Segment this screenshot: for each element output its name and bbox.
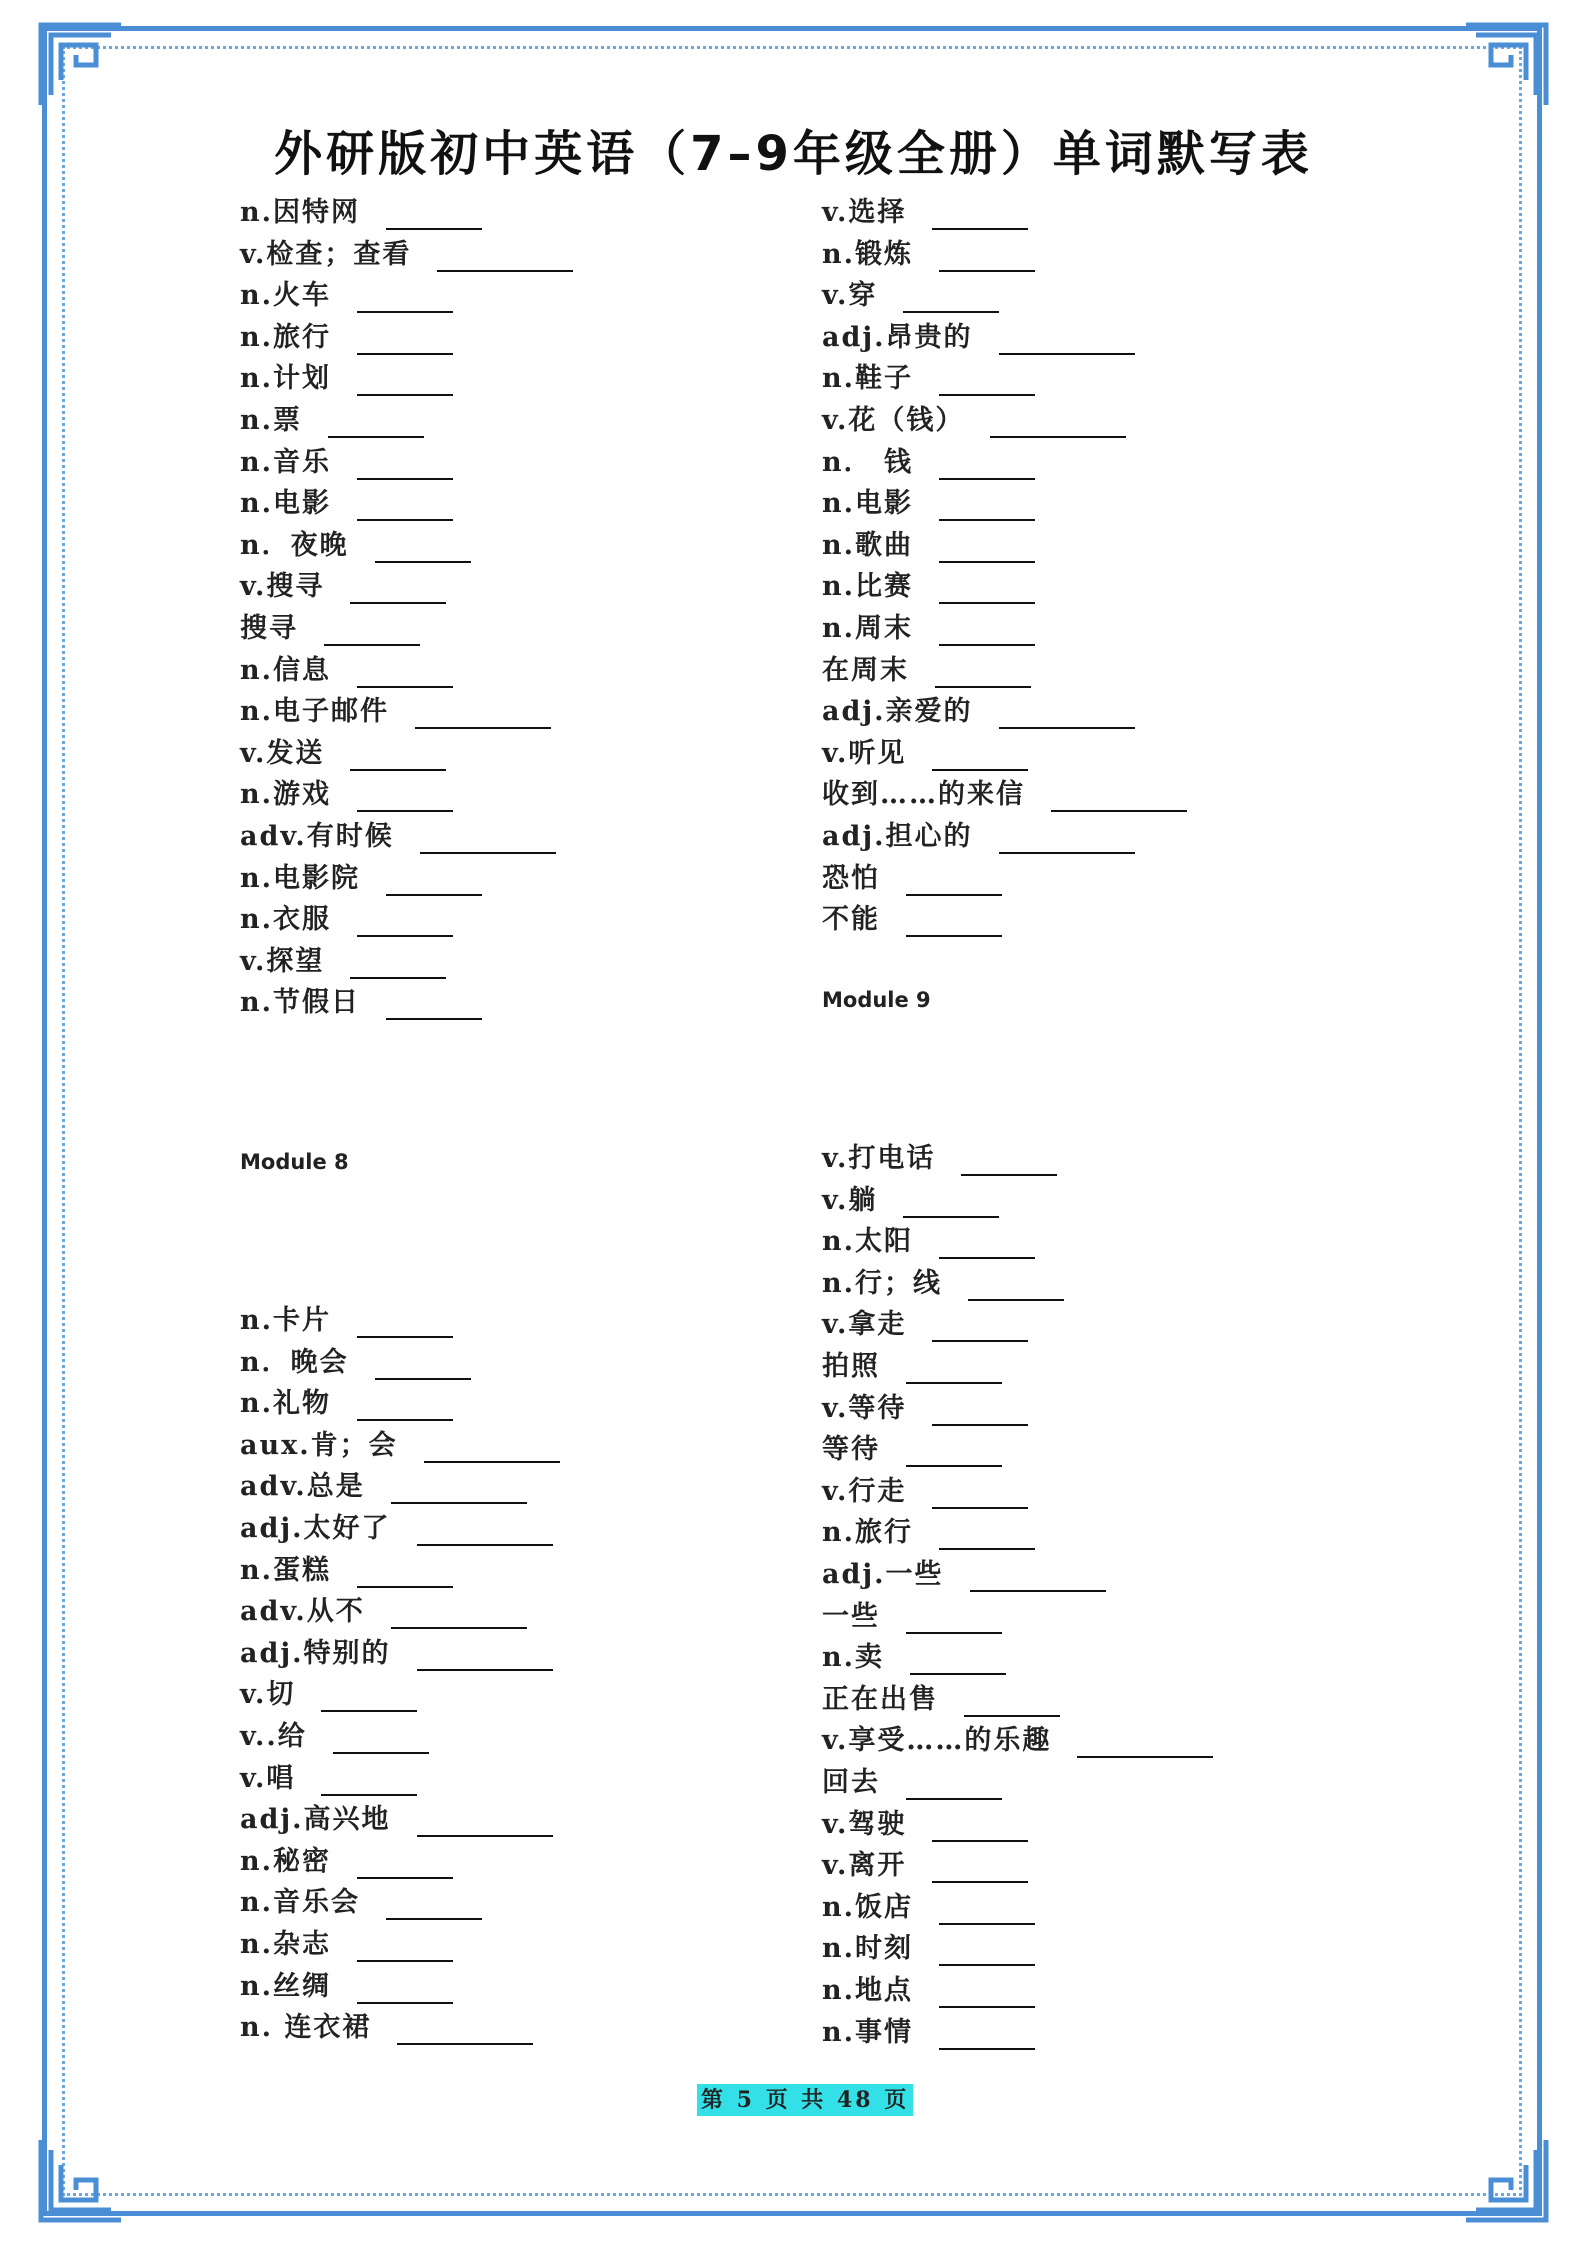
vocab-item (240, 737, 446, 771)
vocab-item (822, 238, 1035, 272)
vocab-item (240, 1429, 560, 1463)
vocab-item (822, 570, 1035, 604)
corner-ornament (36, 2135, 126, 2225)
answer-blank[interactable] (1051, 784, 1187, 812)
vocab-item (822, 1184, 999, 1218)
answer-blank[interactable] (357, 493, 453, 521)
vocab-item (240, 986, 482, 1020)
vocab-prompt: n.事情 (822, 2016, 914, 2048)
vocab-item (240, 1512, 553, 1546)
answer-blank[interactable] (906, 1356, 1002, 1384)
answer-blank[interactable] (417, 1809, 553, 1837)
vocab-prompt: v.拿走 (822, 1309, 907, 1341)
vocab-item (822, 1974, 1035, 2008)
vocab-prompt: 正在出售 (822, 1683, 938, 1715)
vocab-prompt: n.衣服 (240, 904, 332, 936)
answer-blank[interactable] (906, 1606, 1002, 1634)
vocab-item (822, 362, 1035, 396)
vocab-item (822, 1308, 1028, 1342)
vocab-prompt: v.探望 (240, 945, 325, 977)
answer-blank[interactable] (906, 1772, 1002, 1800)
answer-blank[interactable] (935, 660, 1031, 688)
vocab-item (822, 1267, 1064, 1301)
vocab-prompt: n.旅行 (822, 1517, 914, 1549)
page-number: 第 5 页 共 48 页 (697, 2084, 913, 2116)
page-title: 外研版初中英语（7–9年级全册）单词默写表 (274, 126, 1313, 182)
vocab-prompt: v.发送 (240, 737, 325, 769)
vocab-prompt: adj.高兴地 (240, 1804, 391, 1836)
vocab-item (240, 238, 573, 272)
vocab-item (240, 404, 424, 438)
vocab-item (240, 1595, 527, 1629)
vocab-prompt: v.搜寻 (240, 571, 325, 603)
corner-ornament (1461, 2135, 1551, 2225)
answer-blank[interactable] (333, 1726, 429, 1754)
vocab-item (240, 1803, 553, 1837)
answer-blank[interactable] (386, 1892, 482, 1920)
answer-blank[interactable] (357, 784, 453, 812)
vocab-item (240, 321, 453, 355)
answer-blank[interactable] (999, 327, 1135, 355)
answer-blank[interactable] (939, 1231, 1035, 1259)
answer-blank[interactable] (939, 1897, 1035, 1925)
vocab-item (822, 446, 1035, 480)
vocab-prompt: 恐怕 (822, 862, 880, 894)
vocab-prompt: n.因特网 (240, 197, 361, 228)
answer-blank[interactable] (932, 1481, 1028, 1509)
vocab-prompt: n.饭店 (822, 1891, 914, 1923)
answer-blank[interactable] (357, 1851, 453, 1879)
vocab-prompt: v.检查；查看 (240, 238, 412, 270)
answer-blank[interactable] (375, 1352, 471, 1380)
vocab-prompt: n.票 (240, 405, 303, 436)
vocab-item (240, 279, 453, 313)
answer-blank[interactable] (350, 743, 446, 771)
vocab-prompt: n.蛋糕 (240, 1554, 332, 1586)
vocab-prompt: n．晚会 (240, 1346, 349, 1378)
vocab-item (822, 862, 1002, 896)
answer-blank[interactable] (939, 1938, 1035, 1966)
answer-blank[interactable] (357, 660, 453, 688)
answer-blank[interactable] (932, 1814, 1028, 1842)
vocab-item (240, 446, 453, 480)
vocab-item (822, 1142, 1057, 1176)
vocab-item (240, 2011, 533, 2045)
vocab-prompt: n.锻炼 (822, 238, 914, 270)
answer-blank[interactable] (386, 202, 482, 230)
answer-blank[interactable] (932, 1398, 1028, 1426)
answer-blank[interactable] (999, 826, 1135, 854)
vocab-prompt: v.离开 (822, 1850, 907, 1882)
vocab-item (822, 820, 1135, 854)
vocab-item (240, 487, 453, 521)
vocab-prompt: n.旅行 (240, 321, 332, 353)
corner-ornament (1461, 20, 1551, 110)
vocab-prompt: v.打电话 (822, 1143, 936, 1174)
vocab-prompt: n.鞋子 (822, 363, 914, 395)
vocab-item (822, 1475, 1028, 1509)
answer-blank[interactable] (939, 1980, 1035, 2008)
vocab-prompt: 一些 (822, 1600, 880, 1632)
answer-blank[interactable] (932, 202, 1028, 230)
vocab-prompt: n.歌曲 (822, 529, 914, 561)
vocab-prompt: n.计划 (240, 363, 332, 395)
answer-blank[interactable] (424, 1435, 560, 1463)
vocab-prompt: v.穿 (822, 280, 878, 312)
vocab-prompt: adj.一些 (822, 1559, 944, 1590)
vocab-item (822, 2016, 1035, 2050)
vocab-item (822, 778, 1187, 812)
vocab-prompt: n.时刻 (822, 1933, 914, 1965)
vocab-item (240, 1554, 453, 1588)
vocab-prompt: n.卡片 (240, 1305, 332, 1336)
vocab-prompt: v.唱 (240, 1762, 296, 1794)
vocab-prompt: 收到……的来信 (822, 779, 1025, 811)
vocab-prompt: n.丝绸 (240, 1970, 332, 2002)
vocab-item (240, 1387, 453, 1421)
answer-blank[interactable] (437, 244, 573, 272)
vocab-prompt: n． 钱 (822, 446, 914, 478)
answer-blank[interactable] (932, 1314, 1028, 1342)
vocab-prompt: adj.亲爱的 (822, 696, 973, 728)
vocab-item (240, 820, 556, 854)
vocab-prompt: 等待 (822, 1434, 880, 1466)
vocab-prompt: n.电子邮件 (240, 696, 390, 728)
answer-blank[interactable] (357, 1393, 453, 1421)
vocab-item (822, 1516, 1035, 1550)
answer-blank[interactable] (328, 410, 424, 438)
vocab-item (240, 362, 453, 396)
answer-blank[interactable] (391, 1476, 527, 1504)
vocab-prompt: n.电影 (822, 488, 914, 520)
answer-blank[interactable] (939, 493, 1035, 521)
module-heading-8: Module 8 (240, 1150, 349, 1174)
answer-blank[interactable] (386, 868, 482, 896)
vocab-prompt: n.行；线 (822, 1267, 943, 1299)
vocab-item (822, 1932, 1035, 1966)
module-heading-9: Module 9 (822, 988, 931, 1012)
vocab-prompt: n.电影 (240, 488, 332, 520)
vocab-item (240, 1470, 527, 1504)
vocab-item (822, 1392, 1028, 1426)
answer-blank[interactable] (375, 535, 471, 563)
answer-blank[interactable] (391, 1601, 527, 1629)
vocab-item (822, 404, 1126, 438)
vocab-prompt: n.太阳 (822, 1226, 914, 1258)
vocab-item (822, 737, 1028, 771)
answer-blank[interactable] (961, 1148, 1057, 1176)
vocab-prompt: adj.特别的 (240, 1637, 391, 1669)
answer-blank[interactable] (939, 244, 1035, 272)
vocab-item (822, 529, 1035, 563)
vocab-item (822, 1225, 1035, 1259)
answer-blank[interactable] (939, 535, 1035, 563)
vocab-prompt: v.行走 (822, 1475, 907, 1507)
vocab-prompt: n.音乐 (240, 446, 332, 478)
answer-blank[interactable] (357, 368, 453, 396)
vocab-item (822, 903, 1002, 937)
vocab-prompt: 搜寻 (240, 613, 298, 644)
vocab-prompt: n.音乐会 (240, 1887, 361, 1919)
vocab-prompt: 回去 (822, 1767, 880, 1798)
answer-blank[interactable] (939, 368, 1035, 396)
vocab-item (822, 279, 999, 313)
vocab-prompt: adv.总是 (240, 1471, 365, 1503)
vocab-prompt: n.火车 (240, 280, 332, 312)
vocab-prompt: adj.太好了 (240, 1513, 391, 1544)
vocab-prompt: n.节假日 (240, 987, 361, 1019)
vocab-item (822, 612, 1035, 646)
answer-blank[interactable] (903, 285, 999, 313)
answer-blank[interactable] (350, 576, 446, 604)
vocab-prompt: aux.肯；会 (240, 1429, 398, 1461)
vocab-prompt: v.享受……的乐趣 (822, 1725, 1052, 1757)
vocab-item (240, 695, 551, 729)
answer-blank[interactable] (910, 1647, 1006, 1675)
vocab-item (822, 487, 1035, 521)
vocab-prompt: adv.从不 (240, 1596, 365, 1628)
vocab-prompt: n.游戏 (240, 779, 332, 811)
vocab-item (822, 1350, 1002, 1384)
vocab-prompt: v.等待 (822, 1392, 907, 1424)
answer-blank[interactable] (417, 1518, 553, 1546)
vocab-item (240, 654, 453, 688)
vocab-item (822, 1849, 1028, 1883)
vocab-item (240, 1678, 417, 1712)
vocab-item (240, 1970, 453, 2004)
vocab-item (240, 612, 420, 646)
answer-blank[interactable] (1077, 1730, 1213, 1758)
answer-blank[interactable] (357, 452, 453, 480)
answer-blank[interactable] (357, 1976, 453, 2004)
corner-ornament (36, 20, 126, 110)
vocab-prompt: adj.担心的 (822, 821, 973, 852)
vocab-item (240, 862, 482, 896)
vocab-prompt: v.听见 (822, 737, 907, 769)
vocab-item (822, 654, 1031, 688)
vocab-item (240, 1304, 453, 1338)
answer-blank[interactable] (964, 1689, 1060, 1717)
answer-blank[interactable] (932, 1855, 1028, 1883)
vocab-prompt: n.杂志 (240, 1929, 332, 1960)
answer-blank[interactable] (417, 1643, 553, 1671)
vocab-item (822, 1808, 1028, 1842)
answer-blank[interactable] (324, 618, 420, 646)
vocab-item (822, 1600, 1002, 1634)
vocab-item (822, 1641, 1006, 1675)
vocab-prompt: 在周末 (822, 654, 909, 686)
vocab-item (240, 529, 471, 563)
answer-blank[interactable] (939, 1522, 1035, 1550)
answer-blank[interactable] (321, 1768, 417, 1796)
vocab-prompt: v.躺 (822, 1184, 878, 1216)
answer-blank[interactable] (906, 1439, 1002, 1467)
vocab-prompt: n.礼物 (240, 1388, 332, 1420)
vocab-item (822, 1766, 1002, 1800)
vocab-item (822, 695, 1135, 729)
vocab-item (822, 1724, 1213, 1758)
vocab-item (240, 1886, 482, 1920)
vocab-item (240, 1762, 417, 1796)
answer-blank[interactable] (357, 285, 453, 313)
vocab-prompt: n.信息 (240, 654, 332, 686)
vocab-item (822, 196, 1028, 230)
answer-blank[interactable] (357, 1560, 453, 1588)
vocab-item (240, 1928, 453, 1962)
vocab-prompt: v.驾驶 (822, 1808, 907, 1840)
vocab-item (240, 1637, 553, 1671)
vocab-prompt: n.比赛 (822, 571, 914, 603)
vocab-item (240, 196, 482, 230)
vocab-prompt: v.花（钱） (822, 405, 965, 436)
vocab-prompt: v.切 (240, 1679, 296, 1711)
vocab-prompt: n.电影院 (240, 862, 361, 894)
answer-blank[interactable] (415, 701, 551, 729)
answer-blank[interactable] (321, 1684, 417, 1712)
answer-blank[interactable] (968, 1273, 1064, 1301)
answer-blank[interactable] (397, 2017, 533, 2045)
vocab-prompt: adj.昂贵的 (822, 321, 973, 353)
vocab-item (822, 1558, 1106, 1592)
vocab-prompt: n. 连衣裙 (240, 2012, 372, 2044)
answer-blank[interactable] (357, 1310, 453, 1338)
vocab-prompt: 拍照 (822, 1351, 880, 1382)
vocab-item (822, 321, 1135, 355)
vocab-item (240, 778, 453, 812)
vocab-prompt: v..给 (240, 1721, 307, 1752)
vocab-item (240, 1346, 471, 1380)
vocab-prompt: n.卖 (822, 1642, 885, 1674)
vocab-item (240, 903, 453, 937)
vocab-item (822, 1433, 1002, 1467)
answer-blank[interactable] (939, 576, 1035, 604)
vocab-prompt: n.地点 (822, 1975, 914, 2006)
answer-blank[interactable] (970, 1564, 1106, 1592)
vocab-prompt: v.选择 (822, 197, 907, 228)
answer-blank[interactable] (939, 2022, 1035, 2050)
vocab-item (822, 1891, 1035, 1925)
answer-blank[interactable] (386, 992, 482, 1020)
answer-blank[interactable] (357, 327, 453, 355)
vocab-prompt: n.周末 (822, 613, 914, 644)
answer-blank[interactable] (999, 701, 1135, 729)
vocab-item (240, 1845, 453, 1879)
answer-blank[interactable] (990, 410, 1126, 438)
answer-blank[interactable] (939, 618, 1035, 646)
answer-blank[interactable] (939, 452, 1035, 480)
vocab-item (240, 1720, 429, 1754)
answer-blank[interactable] (906, 868, 1002, 896)
vocab-item (240, 570, 446, 604)
answer-blank[interactable] (357, 909, 453, 937)
vocab-prompt: 不能 (822, 904, 880, 936)
vocab-item (822, 1683, 1060, 1717)
answer-blank[interactable] (932, 743, 1028, 771)
vocab-prompt: n．夜晚 (240, 529, 349, 561)
answer-blank[interactable] (350, 951, 446, 979)
vocab-item (240, 945, 446, 979)
answer-blank[interactable] (357, 1934, 453, 1962)
vocab-prompt: adv.有时候 (240, 821, 394, 852)
answer-blank[interactable] (420, 826, 556, 854)
answer-blank[interactable] (906, 909, 1002, 937)
vocab-prompt: n.秘密 (240, 1845, 332, 1877)
answer-blank[interactable] (903, 1190, 999, 1218)
